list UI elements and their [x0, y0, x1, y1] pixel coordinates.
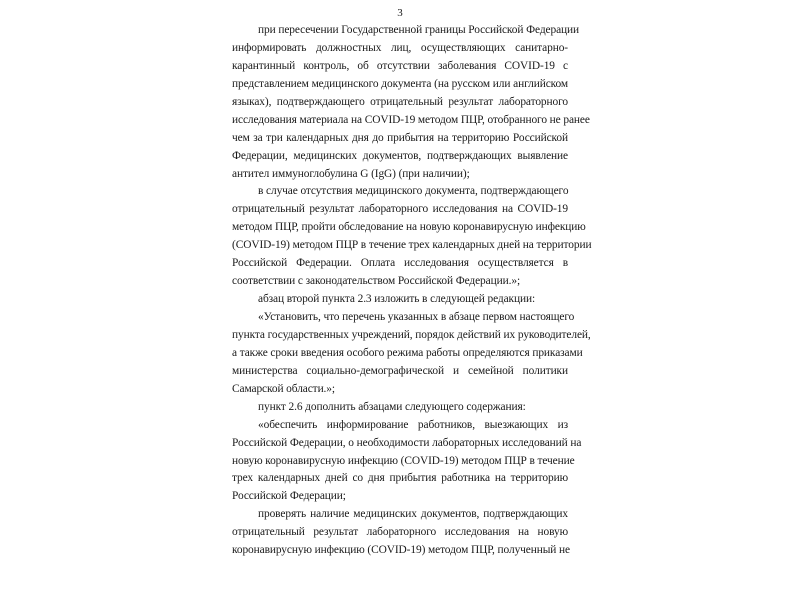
- text-line: отрицательный результат лабораторного исследования на COVID-19: [232, 203, 568, 216]
- text-line: проверять наличие медицинских документов, подтверждающих: [258, 508, 568, 521]
- text-line: Российской Федерации. Оплата исследования осуществляется в: [232, 257, 568, 270]
- paragraph: [232, 399, 568, 417]
- text-line: при пересечении Государственной границы Российской Федерации: [258, 24, 580, 36]
- text-line: Российской Федерации;: [232, 490, 346, 503]
- text-line: Самарской области.»;: [232, 382, 335, 395]
- text-line: «Установить, что перечень указанных в абзаце первом настоящего: [258, 311, 575, 323]
- paragraph: [232, 291, 568, 309]
- paragraph: [232, 417, 582, 507]
- text-line: отрицательный результат лабораторного исследования на новую: [232, 526, 568, 539]
- text-line: Российской Федерации, о необходимости лабораторных исследований на: [232, 436, 582, 449]
- text-line: абзац второй пункта 2.3 изложить в следующей редакции:: [258, 293, 536, 306]
- text-line: трех календарных дней со дня прибытия работника на территорию: [232, 472, 568, 485]
- text-line: пункт 2.6 дополнить абзацами следующего содержания:: [258, 400, 526, 413]
- text-line: информировать должностных лиц, осуществляющих санитарно-: [232, 41, 568, 54]
- paragraph: [232, 183, 592, 291]
- text-line: методом ПЦР, пройти обследование на новую коронавирусную инфекцию: [232, 221, 586, 234]
- text-line: языках), подтверждающего отрицательный результат лабораторного: [232, 95, 568, 108]
- page-number: 3: [397, 7, 403, 19]
- text-line: чем за три календарных дня до прибытия на территорию Российской: [232, 131, 568, 144]
- text-line: а также сроки введения особого режима работы определяются приказами: [232, 346, 583, 359]
- text-line: соответствии с законодательством Российской Федерации.»;: [232, 275, 521, 288]
- document-body: [232, 22, 592, 560]
- text-line: коронавирусную инфекцию (COVID-19) методом ПЦР, полученный не: [232, 544, 570, 557]
- text-line: пункта государственных учреждений, порядок действий их руководителей,: [232, 328, 591, 341]
- text-line: «обеспечить информирование работников, выезжающих из: [258, 418, 568, 431]
- paragraph: [232, 309, 591, 399]
- paragraph: [232, 506, 568, 560]
- text-line: (COVID-19) методом ПЦР в течение трех календарных дней на территории: [232, 239, 592, 252]
- text-line: исследования материала на COVID-19 методом ПЦР, отобранного не ранее: [232, 113, 590, 126]
- text-line: карантинный контроль, об отсутствии заболевания COVID-19 с: [232, 59, 568, 72]
- text-line: новую коронавирусную инфекцию (COVID-19) методом ПЦР в течение: [232, 454, 575, 467]
- text-line: представлением медицинского документа (на русском или английском: [232, 77, 568, 90]
- text-line: Федерации, медицинских документов, подтверждающих выявление: [232, 149, 568, 162]
- paragraph: [232, 22, 590, 183]
- text-line: в случае отсутствия медицинского документа, подтверждающего: [258, 185, 569, 198]
- text-line: министерства социально-демографической и семейной политики: [232, 364, 568, 377]
- text-line: антител иммуноглобулина G (IgG) (при наличии);: [232, 167, 470, 180]
